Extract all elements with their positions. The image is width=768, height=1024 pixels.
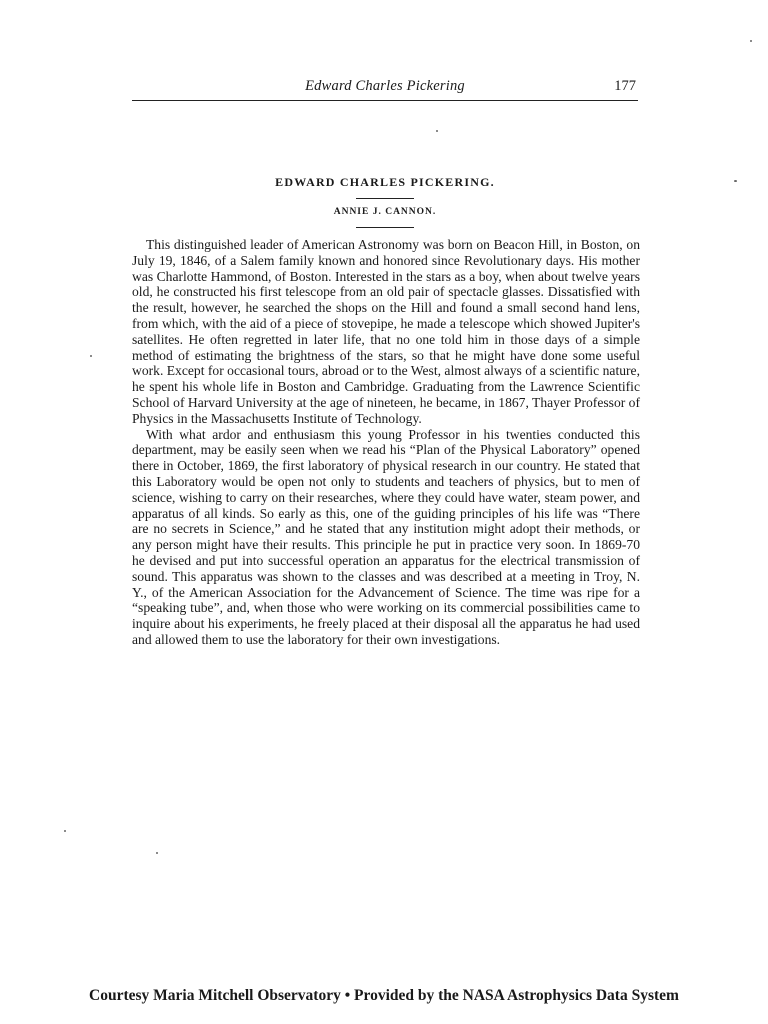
scan-speck (156, 852, 158, 854)
running-head (132, 78, 638, 101)
scan-speck (734, 180, 737, 182)
footer-credit: Courtesy Maria Mitchell Observatory • Provided by the NASA Astrophysics Data System (89, 987, 679, 1004)
paragraph-1: This distinguished leader of American Astronomy was born on Beacon Hill, in Boston, on July 19, 1846, of a Salem family known and honored since Revolutionary days. His mother was Charlotte Hammond, of Boston. Interested in the stars as a boy, when about twelve years old, he constructed his first telescope from an old pair of spectacle glasses. Dissatisfied with the result, however, he searched the shops on the Hill and found a small second hand lens, from which, with the aid of a piece of stovepipe, he made a telescope which showed Jupiter's satellites. He often regretted in later life, that no one told him in those days of a simple method of estimating the brightness of the stars, so that he might have done some useful work. Except for occasional tours, abroad or to the West, almost always of a scientific nature, he spent his whole life in Boston and Cambridge. Graduating from the Lawrence Scientific School of Harvard University at the age of nineteen, he became, in 1867, Thayer Professor of Physics in the Massachusetts Institute of Technology. (132, 237, 640, 426)
scan-speck (436, 130, 438, 132)
author-divider (356, 227, 414, 228)
scan-speck (64, 830, 66, 832)
article-body (132, 237, 640, 648)
page-number: 177 (614, 78, 636, 94)
scan-speck (750, 40, 752, 42)
scan-speck (90, 355, 92, 357)
article-title: EDWARD CHARLES PICKERING. (275, 175, 495, 189)
running-title: Edward Charles Pickering (305, 78, 465, 94)
paragraph-2: With what ardor and enthusiasm this young Professor in his twenties conducted this department, may be easily seen when we read his “Plan of the Physical Laboratory” opened there in October, 1869, the first laboratory of physical research in our country. He stated that this Laboratory would be open not only to students and teachers of physics, but to men of science, wishing to carry on their researches, where they could have water, steam power, and apparatus of all kinds. So early as this, one of the guiding principles of his life was “There are no secrets in Science,” and he stated that any institution might adopt their methods, or any person might have their results. This principle he put in practice very soon. In 1869-70 he devised and put into successful operation an apparatus for the electrical transmission of sound. This apparatus was shown to the classes and was described at a meeting in Troy, N. Y., of the American Association for the Advancement of Science. The time was ripe for a “speaking tube”, and, when those who were working on its commercial possibilities came to inquire about his experiments, he freely placed at their disposal all the apparatus he had used and allowed them to use the laboratory for their own investigations. (132, 426, 640, 647)
article-author: ANNIE J. CANNON. (333, 207, 437, 217)
title-divider (356, 198, 414, 199)
